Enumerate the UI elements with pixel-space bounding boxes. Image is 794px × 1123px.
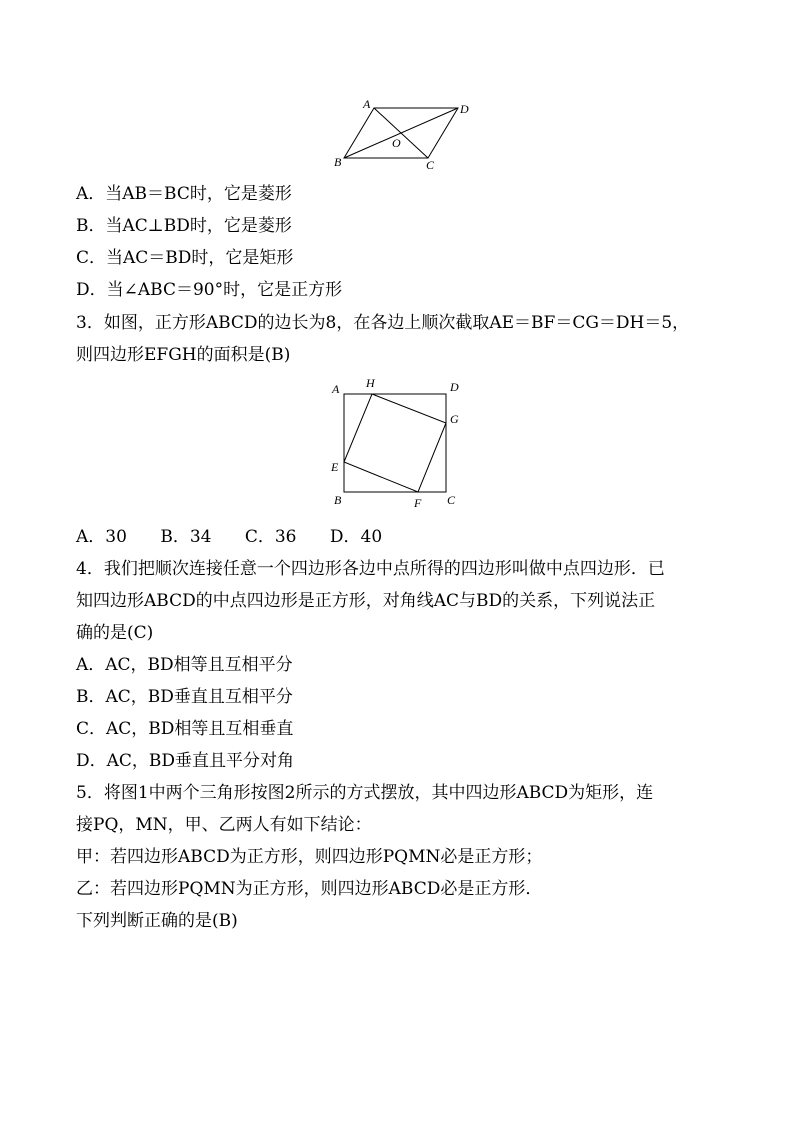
q5-line-2: 接PQ，MN，甲、乙两人有如下结论： (76, 815, 372, 835)
label-A: A (332, 382, 340, 396)
q4-option-a: A．AC，BD相等且互相平分 (76, 655, 293, 675)
q4-option-c: C．AC，BD相等且互相垂直 (76, 719, 294, 739)
q3-option-d: D．40 (329, 527, 383, 547)
q5-line-4: 乙：若四边形PQMN为正方形，则四边形ABCD必是正方形． (76, 879, 543, 899)
q2-option-a: A．当AB＝BC时，它是菱形 (76, 184, 292, 204)
q3-option-c: C．36 (244, 527, 297, 547)
q3-options (76, 526, 410, 548)
q2-option-d: D．当∠ABC＝90°时，它是正方形 (76, 280, 343, 300)
label-A: A (363, 97, 371, 111)
q4-option-b: B．AC，BD垂直且互相平分 (76, 687, 293, 707)
q5-line-5: 下列判断正确的是(B) (76, 911, 238, 931)
parallelogram-diagram (330, 96, 480, 172)
q2-option-c: C．当AC＝BD时，它是矩形 (76, 248, 294, 268)
q3-line-2: 则四边形EFGH的面积是(B) (76, 345, 291, 365)
q4-line-2: 知四边形ABCD的中点四边形是正方形，对角线AC与BD的关系，下列说法正 (76, 591, 656, 611)
label-C: C (426, 158, 435, 172)
label-C: C (447, 493, 456, 507)
q5-line-1: 5．将图1中两个三角形按图2所示的方式摆放，其中四边形ABCD为矩形，连 (76, 783, 654, 803)
label-D: D (460, 102, 469, 116)
label-B: B (334, 493, 342, 507)
q3-option-b: B．34 (160, 527, 212, 547)
square-figure (326, 376, 466, 512)
q2-option-b: B．当AC⊥BD时，它是菱形 (76, 216, 292, 236)
q4-line-3: 确的是(C) (76, 623, 154, 643)
q5-line-3: 甲：若四边形ABCD为正方形，则四边形PQMN必是正方形； (76, 847, 543, 867)
label-D: D (450, 380, 459, 394)
label-H: H (366, 376, 375, 390)
square-diagram (326, 376, 466, 512)
q4-line-1: 4．我们把顺次连接任意一个四边形各边中点所得的四边形叫做中点四边形．已 (76, 559, 665, 579)
label-G: G (450, 412, 459, 426)
label-F: F (414, 496, 422, 510)
q3-option-a: A．30 (76, 527, 127, 547)
label-B: B (334, 155, 342, 169)
q4-option-d: D．AC，BD垂直且平分对角 (76, 751, 295, 771)
q3-line-1: 3．如图，正方形ABCD的边长为8，在各边上顺次截取AE＝BF＝CG＝DH＝5， (76, 313, 690, 333)
label-E: E (331, 460, 339, 474)
label-O: O (392, 136, 401, 150)
parallelogram-figure (330, 96, 480, 172)
